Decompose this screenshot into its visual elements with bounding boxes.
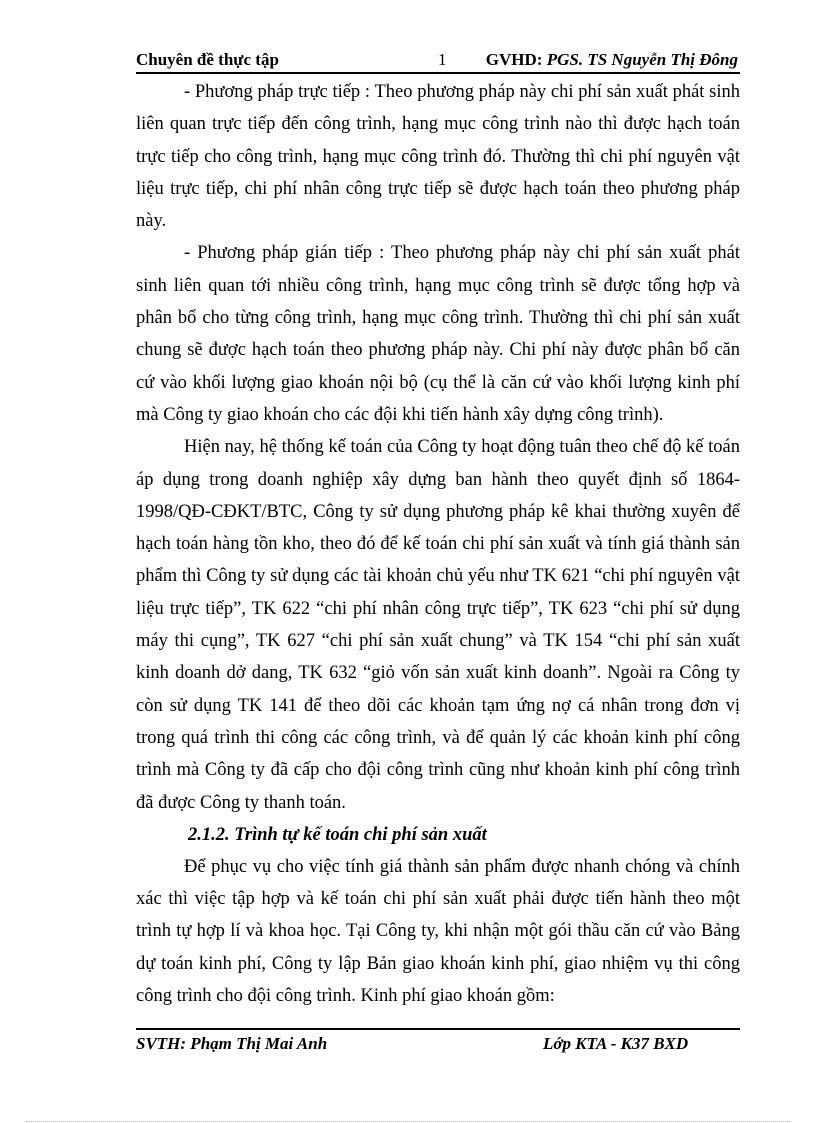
page-header [136, 48, 740, 74]
supervisor-name: PGS. TS Nguyễn Thị Đông [546, 50, 738, 69]
paragraph-cost-procedure: Để phục vụ cho việc tính giá thành sản phẩm được nhanh chóng và chính xác thì việc tập hợp và kế toán chi phí sản xuất phải được tiến hành theo một trình tự hợp lí và khoa học. Tại Công ty, khi nhận một gói thầu căn cứ vào Bảng dự toán kinh phí, Công ty lập Bản giao khoán kinh phí, giao nhiệm vụ thi công công trình cho đội công trình. Kinh phí giao khoán gồm: [136, 856, 740, 1007]
paragraph-indirect-method: - Phương pháp gián tiếp : Theo phương pháp này chi phí sản xuất phát sinh liên quan tới nhiều công trình, hạng mục công trình sẽ được tổng hợp và phân bổ cho từng công trình, hạng mục công trình. Thường thì chi phí sản xuất chung sẽ được hạch toán theo phương pháp này. Chi phí này được phân bổ căn cứ vào khối lượng giao khoán nội bộ (cụ thể là căn cứ vào khối lượng kinh phí mà Công ty giao khoán cho các đội khi tiến hành xây dựng công trình). [136, 243, 740, 425]
header-supervisor [486, 50, 738, 70]
footer-divider [136, 1028, 740, 1030]
page-body [136, 76, 740, 1012]
page-number: 1 [438, 50, 447, 69]
paragraph-direct-method: - Phương pháp trực tiếp : Theo phương pháp này chi phí sản xuất phát sinh liên quan trực tiếp đến công trình, hạng mục công trình nào thì được hạch toán trực tiếp cho công trình, hạng mục công trình đó. Thường thì chi phí nguyên vật liệu trực tiếp, chi phí nhân công trực tiếp sẽ được hạch toán theo phương pháp này. [136, 82, 740, 232]
page-bottom-edge [26, 1121, 790, 1122]
section-heading: 2.1.2. Trình tự kế toán chi phí sản xuất [188, 824, 487, 845]
header-title: Chuyên đề thực tập [136, 50, 279, 69]
supervisor-prefix: GVHD: [485, 50, 547, 69]
footer-class: Lớp KTA - K37 BXD [543, 1034, 689, 1053]
paragraph-accounting-system: Hiện nay, hệ thống kế toán của Công ty hoạt động tuân theo chế độ kế toán áp dụng trong doanh nghiệp xây dựng ban hành theo quyết định số 1864-1998/QĐ-CĐKT/BTC, Công ty sử dụng phương pháp kê khai thường xuyên để hạch toán hàng tồn kho, theo đó để kế toán chi phí sản xuất và tính giá thành sản phẩm thì Công ty sử dụng các tài khoản chủ yếu như TK 621 “chi phí nguyên vật liệu trực tiếp”, TK 622 “chi phí nhân công trực tiếp”, TK 623 “chi phí sử dụng máy thi cụng”, TK 627 “chi phí sản xuất chung” và TK 154 “chi phí sản xuất kinh doanh dở dang, TK 632 “giỏ vốn sản xuất kinh doanh”. Ngoài ra Công ty còn sử dụng TK 141 để theo dõi các khoản tạm ứng nợ cá nhân trong đơn vị trong quá trình thi công các công trình, và để quản lý các khoản kinh phí công trình mà Công ty đã cấp cho đội công trình cũng như khoản kinh phí công trình đã được Công ty thanh toán. [136, 437, 740, 813]
footer-student: SVTH: Phạm Thị Mai Anh [136, 1034, 328, 1053]
